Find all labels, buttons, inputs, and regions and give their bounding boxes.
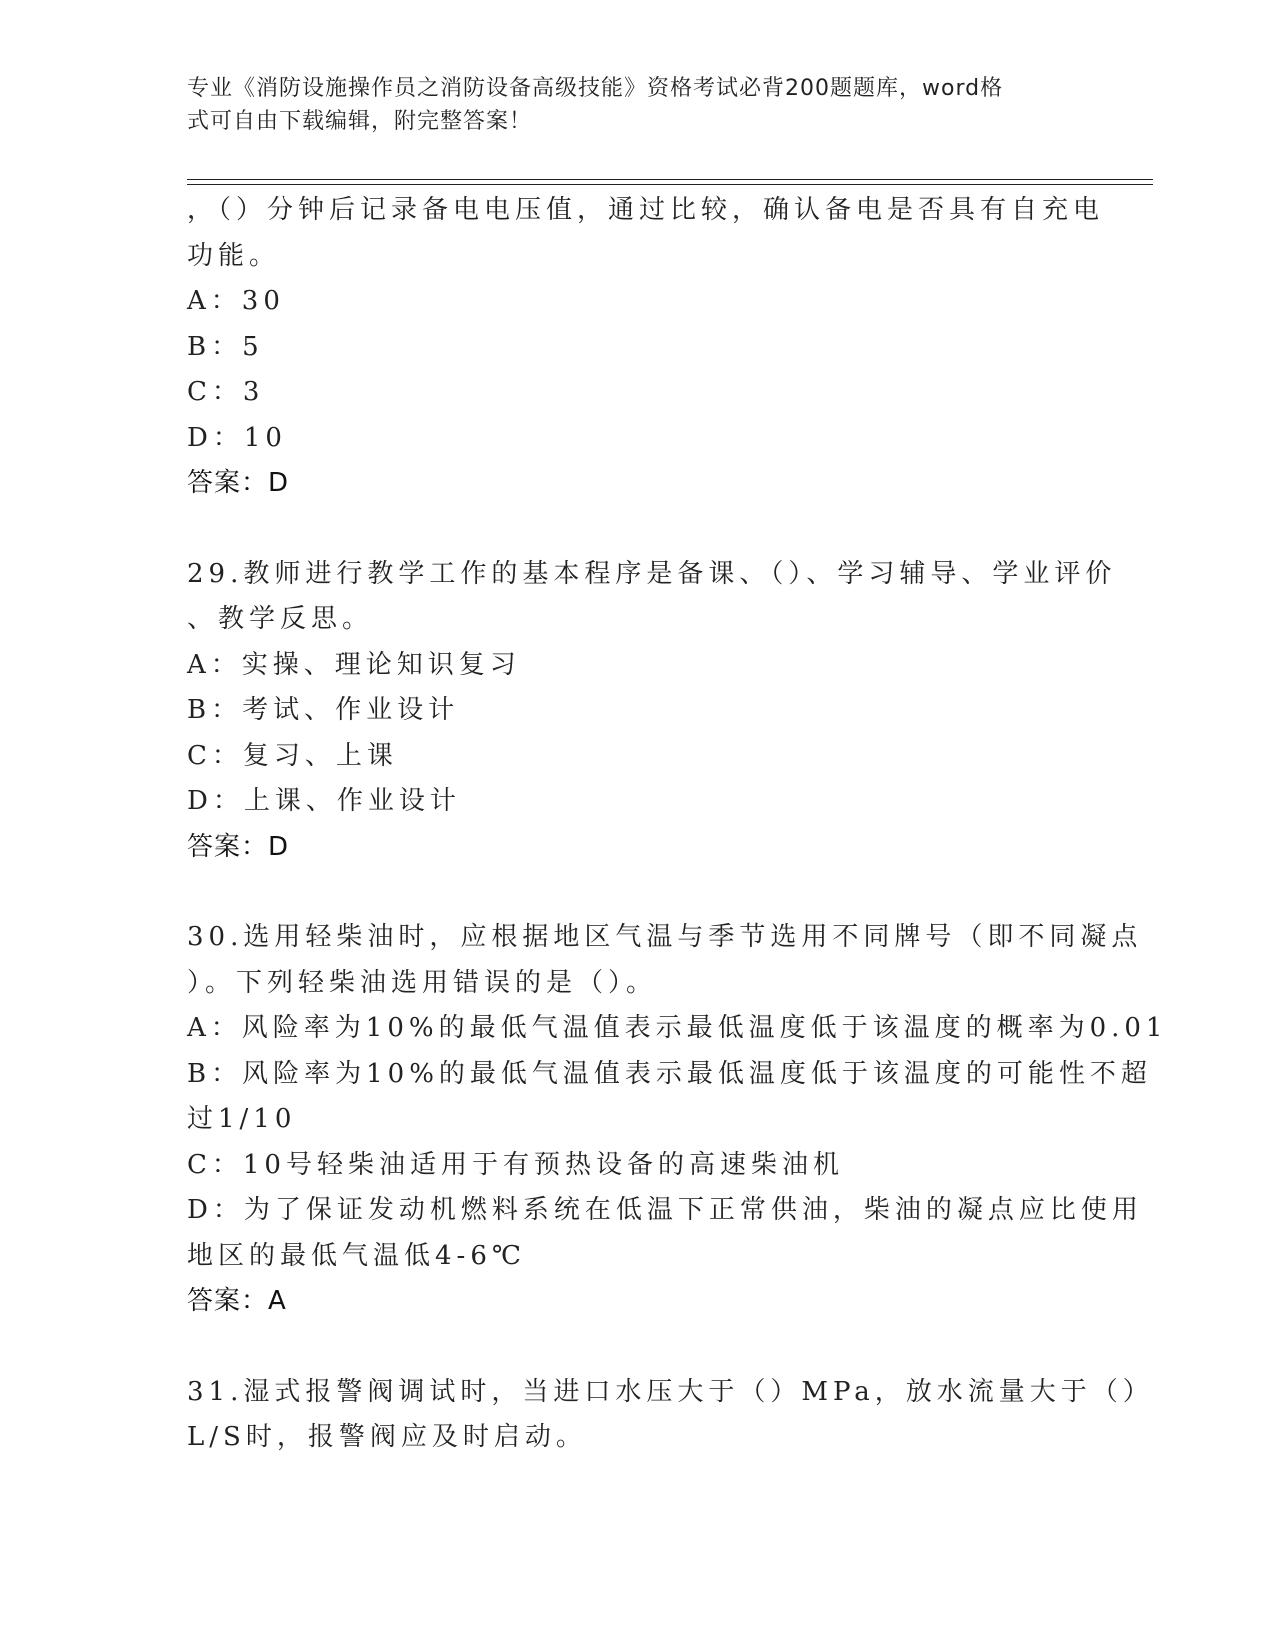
question-28	[187, 188, 1105, 507]
question-text: 、教学反思。	[187, 604, 374, 634]
option-c: C：10号轻柴油适用于有预热设备的高速柴油机	[187, 1149, 844, 1180]
option-c: C：3	[187, 377, 265, 407]
option-b: B：考试、作业设计	[187, 695, 460, 725]
question-text: 29.教师进行教学工作的基本程序是备课、（）、学习辅导、学业评价	[187, 558, 1117, 589]
option-a: A：实操、理论知识复习	[187, 649, 521, 680]
question-29	[187, 552, 1117, 871]
header-divider-top	[187, 179, 1153, 180]
answer: 答案：A	[187, 1286, 287, 1316]
header-line-2: 式可自由下载编辑，附完整答案！	[187, 109, 533, 134]
question-list	[187, 188, 1168, 1461]
header-line-1: 专业《消防设施操作员之消防设备高级技能》资格考试必背200题题库，word格	[187, 76, 1004, 101]
document-header	[187, 72, 1067, 138]
question-31	[187, 1370, 1154, 1461]
question-30	[187, 915, 1168, 1325]
question-text: 30.选用轻柴油时，应根据地区气温与季节选用不同牌号（即不同凝点	[187, 922, 1143, 952]
header-divider-bottom	[187, 184, 1153, 185]
option-b: B：风险率为10%的最低气温值表示最低温度低于该温度的可能性不超	[187, 1058, 1152, 1089]
question-text: ）。下列轻柴油选用错误的是（）。	[187, 967, 658, 998]
question-text: 功能。	[187, 240, 281, 271]
option-d-continued: 地区的最低气温低4-6℃	[187, 1240, 526, 1271]
option-d: D：上课、作业设计	[187, 786, 461, 816]
answer: 答案：D	[187, 468, 290, 498]
option-a: A：风险率为10%的最低气温值表示最低温度低于该温度的概率为0.01	[187, 1013, 1168, 1043]
option-c: C：复习、上课	[187, 740, 398, 771]
question-text: 31.湿式报警阀调试时，当进口水压大于（）MPa，放水流量大于（）	[187, 1376, 1154, 1407]
option-b: B：5	[187, 331, 264, 362]
question-text: ，（）分钟后记录备电电压值，通过比较，确认备电是否具有自充电	[187, 195, 1105, 225]
option-b-continued: 过1/10	[187, 1104, 297, 1134]
question-text: L/S时，报警阀应及时启动。	[187, 1422, 587, 1452]
option-a: A：30	[187, 286, 285, 316]
option-d: D：为了保证发动机燃料系统在低温下正常供油，柴油的凝点应比使用	[187, 1195, 1143, 1225]
answer: 答案：D	[187, 831, 290, 862]
option-d: D：10	[187, 422, 287, 453]
